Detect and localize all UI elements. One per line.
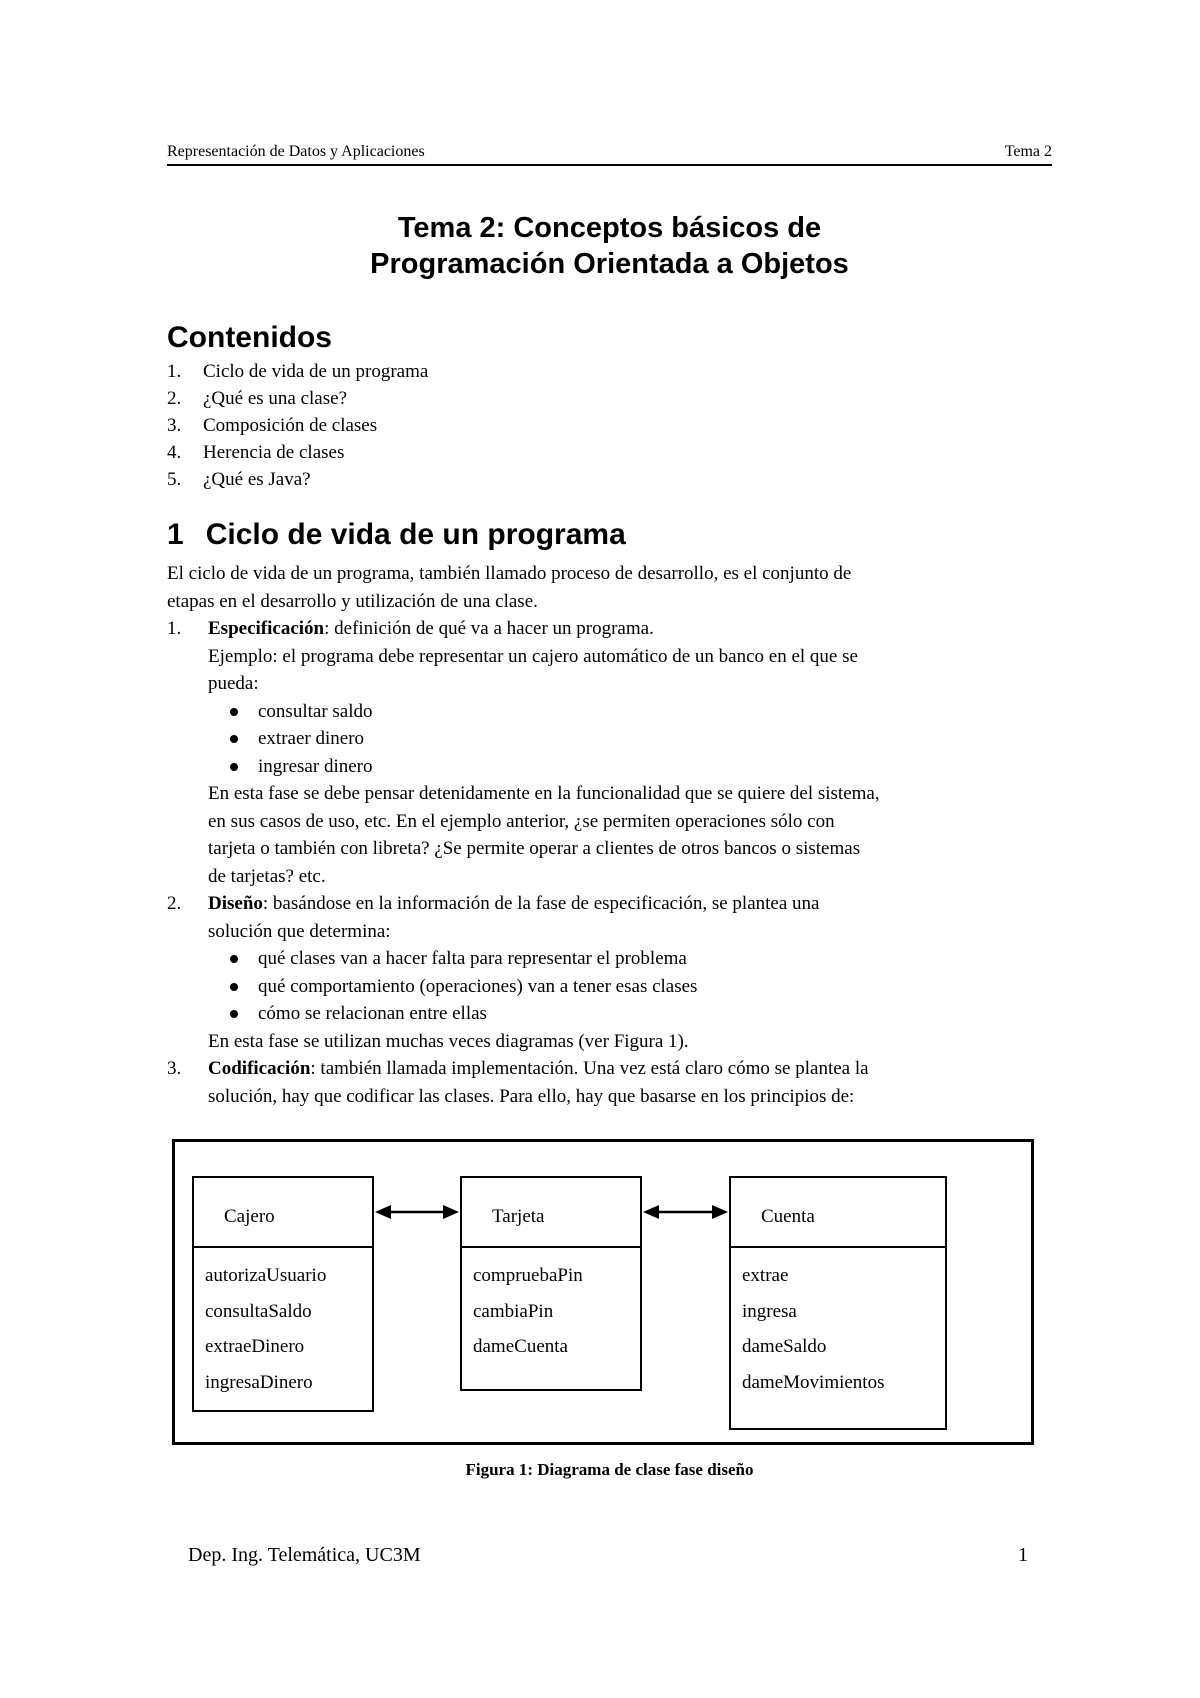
bullet-item: [167, 1000, 1057, 1028]
step-text-line: solución que determina:: [208, 920, 391, 942]
figure-caption: Figura 1: Diagrama de clase fase diseño: [465, 1460, 754, 1479]
list-item: [167, 385, 428, 412]
step-2: [167, 890, 1057, 918]
footer-department: Dep. Ing. Telemática, UC3M: [188, 1544, 421, 1566]
document-title: [167, 210, 1052, 282]
method-name: ingresaDinero: [205, 1371, 313, 1393]
list-item: [167, 439, 428, 466]
example-line: Ejemplo: el programa debe representar un cajero automático de un banco en el que se: [208, 645, 858, 667]
list-item: [167, 358, 428, 385]
bullet-item: [167, 753, 1057, 781]
list-text: ¿Qué es una clase?: [203, 388, 348, 409]
paragraph-line: en sus casos de uso, etc. En el ejemplo anterior, ¿se permiten operaciones sólo con: [208, 810, 835, 832]
bullet-item: [167, 973, 1057, 1001]
step-term: Especificación: [208, 618, 325, 639]
bullet-text: consultar saldo: [258, 700, 373, 722]
method-name: dameCuenta: [473, 1336, 568, 1357]
bullet-icon: [228, 1000, 258, 1028]
list-text: Composición de clases: [203, 415, 378, 436]
step-text: : definición de qué va a hacer un programa.: [324, 618, 654, 639]
method-name: consultaSaldo: [205, 1300, 312, 1322]
figure-1-diagram: [172, 1139, 1034, 1445]
bullet-icon: [228, 973, 258, 1001]
class-name: Cuenta: [731, 1178, 945, 1248]
paragraph-line: tarjeta o también con libreta? ¿Se permite operar a clientes de otros bancos o sistemas: [208, 838, 861, 859]
step-term: Diseño: [208, 893, 263, 914]
method-name: extrae: [742, 1265, 789, 1286]
method-name: autorizaUsuario: [205, 1265, 327, 1286]
list-number: 4.: [167, 442, 182, 463]
example-line: pueda:: [208, 673, 259, 694]
bullet-text: extraer dinero: [258, 728, 365, 749]
list-number: 2.: [167, 388, 182, 409]
method-name: ingresa: [742, 1300, 797, 1322]
arrow-tarjeta-cuenta: [643, 1205, 728, 1219]
bullet-text: qué comportamiento (operaciones) van a tener esas clases: [258, 975, 698, 997]
title-line-2: Programación Orientada a Objetos: [370, 248, 849, 280]
paragraph-line: En esta fase se debe pensar detenidamente en la funcionalidad que se quiere del sistema,: [208, 783, 880, 804]
list-text: Herencia de clases: [203, 442, 345, 463]
running-header: [167, 140, 1052, 166]
page-number: 1: [1018, 1544, 1028, 1566]
class-name: Tarjeta: [462, 1178, 640, 1248]
step-text-line: solución, hay que codificar las clases. Para ello, hay que basarse en los principios de:: [208, 1085, 855, 1107]
section-1-heading: [167, 517, 626, 553]
method-name: extraeDinero: [205, 1336, 305, 1357]
paragraph-line: de tarjetas? etc.: [208, 865, 326, 887]
bullet-item: [167, 725, 1057, 753]
method-name: compruebaPin: [473, 1265, 583, 1286]
step-3: [167, 1055, 1057, 1083]
step-text: : basándose en la información de la fase de especificación, se plantea una: [262, 893, 820, 914]
list-number: 1.: [167, 361, 182, 382]
bullet-text: qué clases van a hacer falta para representar el problema: [258, 948, 687, 969]
step-number: 2.: [167, 893, 182, 914]
bullet-icon: [228, 945, 258, 973]
association-arrows: [175, 1142, 1031, 1442]
list-item: [167, 466, 428, 493]
contents-list: [167, 358, 428, 493]
header-right: Tema 2: [1004, 143, 1052, 160]
bullet-icon: [228, 725, 258, 753]
intro-line: El ciclo de vida de un programa, también llamado proceso de desarrollo, es el conjunto de: [167, 563, 852, 584]
bullet-text: cómo se relacionan entre ellas: [258, 1003, 487, 1024]
bullet-icon: [228, 698, 258, 726]
list-text: ¿Qué es Java?: [203, 469, 311, 490]
step-1: [167, 615, 1057, 643]
list-item: [167, 412, 428, 439]
bullet-text: ingresar dinero: [258, 755, 373, 777]
list-text: Ciclo de vida de un programa: [203, 361, 429, 382]
section-1-body: [167, 560, 1057, 1110]
step-number: 1.: [167, 618, 182, 639]
contents-heading: Contenidos: [167, 321, 332, 354]
method-name: cambiaPin: [473, 1300, 554, 1322]
arrow-cajero-tarjeta: [375, 1205, 459, 1219]
title-line-1: Tema 2: Conceptos básicos de: [397, 212, 822, 244]
bullet-item: [167, 945, 1057, 973]
section-number: 1: [167, 518, 184, 551]
method-name: dameMovimientos: [742, 1371, 885, 1393]
bullet-item: [167, 698, 1057, 726]
section-title: Ciclo de vida de un programa: [205, 518, 626, 551]
step-number: 3.: [167, 1058, 182, 1079]
step-text: : también llamada implementación. Una vez está claro cómo se plantea la: [310, 1058, 869, 1079]
page-footer: [188, 1544, 1028, 1567]
header-left: Representación de Datos y Aplicaciones: [167, 143, 425, 160]
paragraph-line: En esta fase se utilizan muchas veces diagramas (ver Figura 1).: [208, 1030, 689, 1052]
list-number: 5.: [167, 469, 182, 490]
intro-line: etapas en el desarrollo y utilización de una clase.: [167, 590, 538, 612]
class-name: Cajero: [194, 1178, 372, 1248]
list-number: 3.: [167, 415, 182, 436]
step-term: Codificación: [208, 1058, 311, 1079]
method-name: dameSaldo: [742, 1336, 827, 1357]
bullet-icon: [228, 753, 258, 781]
